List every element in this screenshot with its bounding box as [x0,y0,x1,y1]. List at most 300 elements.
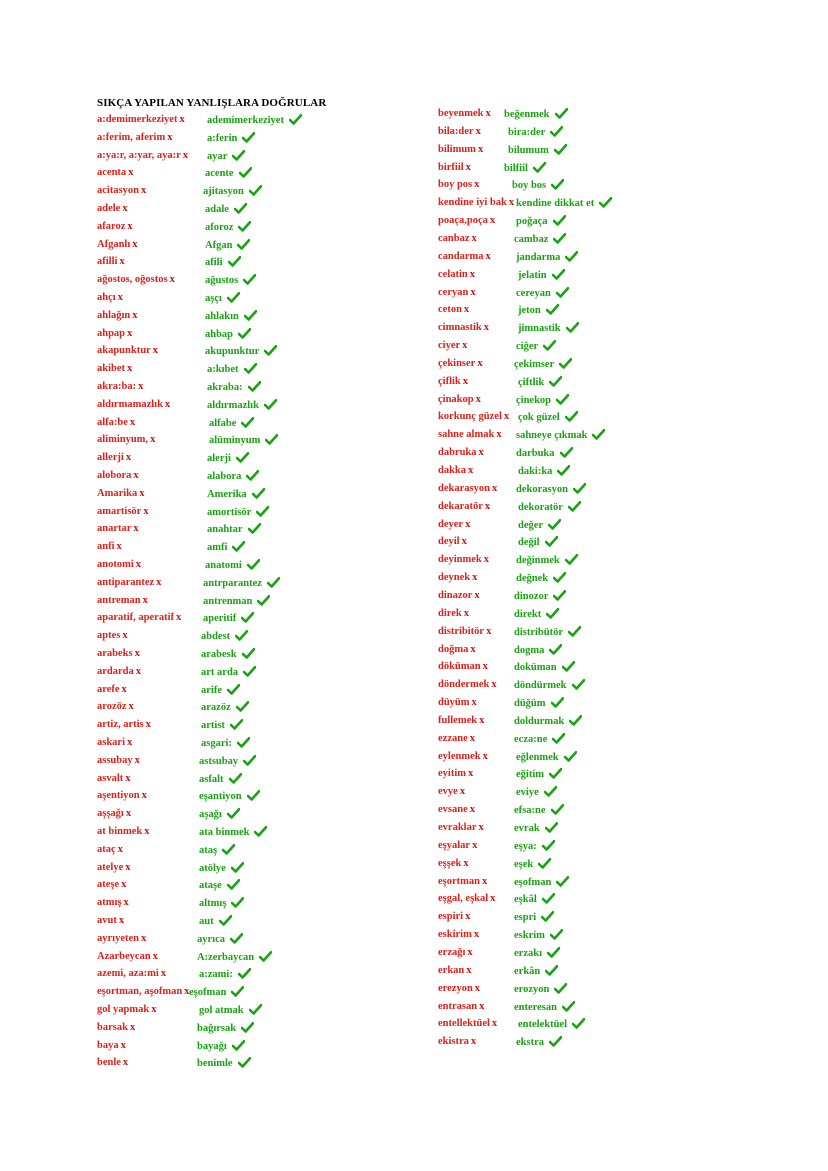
wrong-spelling [97,612,181,623]
wrong-spelling [97,506,149,517]
wrong-spelling-text: Amarika [97,487,138,499]
correct-spelling [197,1040,245,1052]
correct-spelling [199,790,260,802]
wrong-spelling-text: afaroz [97,220,126,232]
correct-spelling-text: alabora [207,471,242,482]
wrong-mark-x: x [116,541,122,553]
wrong-mark-x: x [482,875,488,887]
wrong-spelling-text: bilimum [438,143,476,155]
check-icon [538,858,551,869]
wrong-spelling [97,577,161,588]
correct-spelling [205,167,252,179]
correct-spelling-text: bilumum [508,144,549,156]
correct-spelling [516,483,586,495]
wrong-mark-x: x [135,665,141,677]
word-pair-row [97,434,337,452]
correct-spelling-text: darbuka [516,448,555,460]
wrong-mark-x: x [461,536,467,548]
wrong-spelling-text: eylenmek [438,750,481,762]
wrong-spelling-text: baya [97,1039,119,1051]
wrong-spelling [438,679,497,690]
wrong-mark-x: x [125,861,131,873]
wrong-spelling-text: gol yapmak [97,1004,150,1015]
wrong-mark-x: x [125,808,132,820]
check-icon [257,595,270,606]
check-icon [244,310,257,321]
check-icon [592,429,605,440]
wrong-spelling-text: allerji [97,452,124,464]
correct-spelling-text: arazöz [201,702,231,714]
correct-spelling [516,251,578,263]
correct-spelling-text: değnek [516,573,549,585]
word-pair-row [438,751,678,769]
wrong-mark-x: x [182,149,189,161]
wrong-spelling [438,1018,497,1029]
correct-spelling-text: acente [205,168,234,180]
wrong-spelling-text: acenta [97,167,127,179]
wrong-spelling [438,733,475,744]
check-icon [227,879,240,890]
word-pair-row [97,773,337,791]
wrong-spelling-text: amartisör [97,505,142,517]
check-icon [551,804,564,815]
wrong-spelling-text: deyer [438,518,464,530]
wrong-spelling [438,590,480,601]
check-icon [550,929,563,940]
correct-spelling-text: erkân [514,965,541,977]
correct-spelling-text: dekorasyon [516,483,568,495]
check-icon [243,274,256,285]
word-pair-row [97,150,337,168]
correct-spelling [199,862,244,874]
word-pair-row [438,626,678,644]
correct-spelling-text: cereyan [516,287,551,299]
check-icon [546,608,559,619]
correct-spelling-text: anahtar [207,524,243,536]
word-pair-row [438,840,678,858]
correct-spelling [189,986,244,998]
wrong-spelling-text: anartar [97,523,132,535]
correct-spelling-text: astsubay [199,755,239,767]
wrong-spelling [438,1001,484,1012]
check-icon [541,911,554,922]
correct-spelling-text: bilfiil [504,162,528,174]
check-icon [551,179,564,190]
check-icon [232,1040,245,1051]
word-pair-row [438,911,678,929]
correct-spelling [516,215,566,227]
correct-spelling [514,840,555,852]
wrong-spelling-text: atmış [97,897,122,909]
correct-spelling-text: eşofman [514,876,552,888]
correct-spelling-text: dekoratör [518,501,563,513]
correct-spelling [207,506,269,518]
check-icon [556,876,569,887]
wrong-spelling [438,501,490,512]
wrong-spelling-text: eşortman, aşofman [97,986,183,998]
wrong-spelling-text: entrasan [438,1000,478,1012]
wrong-mark-x: x [470,286,476,298]
wrong-spelling-text: azemi, aza:mi [97,968,159,980]
correct-spelling [516,287,569,299]
correct-spelling [504,108,568,120]
wrong-mark-x: x [152,345,158,357]
wrong-spelling-text: erzağı [438,946,466,958]
wrong-mark-x: x [496,429,502,441]
wrong-mark-x: x [142,594,148,606]
correct-spelling-text: arife [201,684,222,696]
word-pair-row [438,340,678,358]
word-pair-row [438,804,678,822]
wrong-spelling [97,808,131,819]
wrong-spelling [97,968,166,979]
wrong-spelling [97,274,175,285]
wrong-spelling-text: atelye [97,861,124,873]
wrong-mark-x: x [469,804,475,816]
check-icon [264,399,277,410]
check-icon [556,287,569,298]
wrong-mark-x: x [134,648,140,659]
wrong-mark-x: x [471,232,477,244]
wrong-spelling-text: a:demimerkeziyet [97,114,178,125]
wrong-spelling-text: candarma [438,250,484,262]
check-icon [549,768,562,779]
word-pair-row [97,577,337,595]
word-pair-row [97,897,337,915]
correct-spelling [518,536,558,548]
correct-spelling-text: art arda [201,666,239,678]
wrong-spelling [438,144,483,155]
correct-spelling-text: ademimerkeziyet [207,115,284,126]
check-icon [572,679,585,690]
wrong-spelling-text: dabruka [438,447,477,459]
word-pair-row [438,822,678,840]
word-pair-row [438,679,678,697]
word-pair-row [438,929,678,947]
wrong-mark-x: x [122,203,128,214]
correct-spelling [205,239,250,251]
word-pair-row [438,697,678,715]
check-icon [232,150,245,161]
check-icon [565,411,578,422]
correct-spelling [207,488,265,500]
wrong-spelling [438,697,477,708]
correct-spelling [199,826,267,838]
wrong-spelling-text: ekistra [438,1036,469,1048]
wrong-spelling [97,523,139,534]
wrong-mark-x: x [479,714,485,726]
check-icon [569,715,582,726]
word-pair-row [438,144,678,162]
check-icon [244,363,257,374]
correct-spelling-text: aşçı [205,293,222,304]
wrong-spelling-text: anfi [97,541,115,553]
correct-spelling [508,144,567,156]
word-pair-row [97,737,337,755]
word-pair-row [438,1001,678,1019]
wrong-spelling [438,768,473,779]
wrong-mark-x: x [489,215,496,227]
correct-spelling-text: ahbap [205,328,234,340]
correct-spelling [514,822,558,834]
correct-spelling [205,328,251,340]
correct-spelling-text: A:zerbaycan [197,951,255,963]
check-icon [237,737,250,748]
wrong-spelling-text: akra:ba: [97,381,137,392]
wrong-spelling [97,595,148,606]
wrong-mark-x: x [164,398,171,410]
check-icon [565,554,578,565]
wrong-mark-x: x [141,932,147,944]
correct-spelling-text: a:kıbet [207,364,239,376]
wrong-spelling-text: ardarda [97,665,134,677]
check-icon [241,612,254,623]
correct-spelling [207,523,261,535]
wrong-mark-x: x [122,630,128,642]
check-icon [556,394,569,405]
check-icon [232,541,245,552]
wrong-mark-x: x [465,518,471,530]
correct-spelling [199,808,240,820]
word-pair-row [438,876,678,894]
correct-spelling [201,630,248,642]
word-pair-row [438,1036,678,1054]
correct-spelling [514,608,559,620]
check-icon [545,822,558,833]
correct-spelling-text: espri [514,912,537,924]
wrong-mark-x: x [119,256,125,268]
correct-spelling-text: alerji [207,453,231,465]
word-pair-row [97,986,337,1004]
check-icon [242,132,255,143]
word-pair-row [97,185,337,203]
wrong-spelling-text: arozöz [97,701,127,713]
wrong-mark-x: x [125,772,131,784]
word-pair-row [97,826,337,844]
wrong-spelling [438,179,479,190]
wrong-mark-x: x [167,131,173,143]
wrong-mark-x: x [169,274,175,286]
wrong-spelling [438,358,483,369]
correct-spelling [207,452,249,464]
wrong-mark-x: x [135,559,141,570]
check-icon [553,233,566,244]
wrong-spelling-text: ahlağın [97,309,131,321]
word-pair-row [97,132,337,150]
correct-spelling [514,358,572,370]
correct-spelling-text: jeton [518,305,541,317]
wrong-spelling-text: afilli [97,256,118,268]
wrong-spelling [438,304,469,315]
check-icon [565,251,578,262]
correct-spelling [197,933,243,945]
correct-spelling [203,595,270,607]
word-pair-row [97,363,337,381]
wrong-spelling-text: alfa:be [97,416,128,428]
word-pair-row [438,733,678,751]
wrong-spelling [97,719,151,730]
wrong-spelling [438,572,477,583]
correct-spelling [207,132,255,144]
correct-spelling [516,1036,562,1048]
wrong-spelling-text: döndermek [438,679,490,691]
check-icon [234,203,247,214]
wrong-spelling-text: asvalt [97,772,124,784]
wrong-spelling-text: deyil [438,536,460,548]
word-pair-row [97,292,337,310]
wrong-spelling-text: a:ya:r, a:yar, aya:r [97,149,181,161]
wrong-spelling-text: eşyalar [438,839,471,851]
check-icon [542,893,555,904]
correct-spelling-text: ahlakın [205,310,239,322]
word-pair-row [438,233,678,251]
wrong-spelling [97,114,185,125]
correct-spelling-text: ekstra [516,1037,544,1049]
wrong-spelling-text: aşşağı [97,808,124,820]
check-icon [544,786,557,797]
wrong-spelling [438,483,497,494]
check-icon [572,1018,585,1029]
wrong-mark-x: x [128,167,134,179]
wrong-spelling-text: arabeks [97,648,133,659]
wrong-spelling [438,983,480,994]
check-icon [566,322,579,333]
correct-spelling [205,559,260,571]
correct-spelling-text: dogma [514,644,545,656]
wrong-spelling-text: acitasyon [97,185,139,197]
wrong-spelling [438,608,469,619]
check-icon [249,1004,262,1015]
wrong-mark-x: x [472,572,478,584]
wrong-spelling [438,751,488,762]
check-icon [555,108,568,119]
wrong-spelling [97,221,133,232]
word-pair-row [97,203,337,221]
check-icon [238,221,251,232]
word-pair-row [438,358,678,376]
wrong-spelling-text: dinazor [438,589,473,601]
wrong-spelling-text: dekaratör [438,500,483,512]
correct-spelling [514,893,555,905]
wrong-spelling-text: deyinmek [438,554,482,566]
correct-spelling-text: akupunktur [205,346,260,358]
correct-spelling [199,968,251,980]
word-pair-row [97,452,337,470]
correct-spelling-text: efsa:ne [514,805,546,817]
word-pair-row [97,381,337,399]
wrong-spelling [438,804,475,815]
correct-spelling [207,541,245,553]
wrong-spelling-text: dakka [438,465,467,476]
word-pair-row [97,862,337,880]
check-icon [238,968,251,979]
correct-spelling-text: amortisör [207,506,252,518]
check-icon [219,915,232,926]
wrong-mark-x: x [121,683,127,695]
correct-spelling [197,951,272,963]
wrong-spelling-text: alobora [97,470,132,481]
word-pair-row [438,269,678,287]
wrong-mark-x: x [462,375,468,387]
wrong-spelling [438,251,491,262]
correct-spelling [207,114,302,126]
correct-spelling [518,465,570,477]
wrong-mark-x: x [477,357,483,369]
check-icon [238,1057,251,1068]
wrong-mark-x: x [467,946,473,958]
check-icon [554,144,567,155]
wrong-spelling-text: boy pos [438,179,473,191]
correct-spelling-text: eşantiyon [199,791,242,803]
wrong-spelling [438,394,481,405]
wrong-mark-x: x [459,786,466,798]
correct-spelling [516,572,566,584]
wrong-spelling [97,434,155,445]
correct-spelling [199,773,242,785]
correct-spelling-text: bira:der [508,126,546,138]
wrong-spelling [438,233,477,244]
word-pair-row [438,287,678,305]
wrong-mark-x: x [128,701,134,713]
correct-spelling [516,751,577,763]
correct-spelling-text: çok güzel [518,412,560,424]
word-pair-row [97,719,337,737]
wrong-spelling-text: poaça,poça [438,215,488,227]
correct-spelling-text: abdest [201,631,231,643]
word-pair-row [97,1040,337,1058]
word-pair-row [97,595,337,613]
word-pair-row [97,506,337,524]
word-pair-row [438,501,678,519]
check-icon [249,185,262,196]
correct-spelling-text: ciğer [516,341,539,353]
wrong-spelling-text: sahne almak [438,429,495,441]
check-icon [551,697,564,708]
word-pair-row [438,197,678,215]
wrong-mark-x: x [132,238,138,250]
wrong-spelling [438,786,465,797]
correct-spelling [203,612,254,624]
wrong-spelling [97,150,188,161]
correct-spelling-text: çekimser [514,358,555,370]
wrong-spelling-text: Afganlı [97,238,131,250]
word-pair-row [438,786,678,804]
wrong-spelling [97,790,147,801]
check-icon [239,167,252,178]
correct-spelling [203,185,262,197]
correct-spelling [205,345,277,357]
check-icon [542,840,555,851]
correct-spelling-text: jelatin [518,269,547,281]
word-pair-row [97,221,337,239]
wrong-spelling [97,666,141,677]
correct-spelling-text: aut [199,916,214,927]
wrong-mark-x: x [127,327,133,339]
correct-spelling [514,715,582,727]
wrong-spelling [97,239,138,250]
correct-spelling-text: a:zami: [199,969,233,981]
wrong-spelling [438,162,471,173]
word-pair-row [97,879,337,897]
correct-spelling-text: boy bos [512,180,547,192]
correct-spelling [514,983,567,995]
wrong-spelling-text: fullemek [438,714,478,726]
wrong-mark-x: x [503,411,510,423]
correct-spelling-text: artist [201,720,225,732]
wrong-mark-x: x [175,612,182,624]
wrong-spelling [97,773,131,784]
correct-spelling [518,411,578,423]
